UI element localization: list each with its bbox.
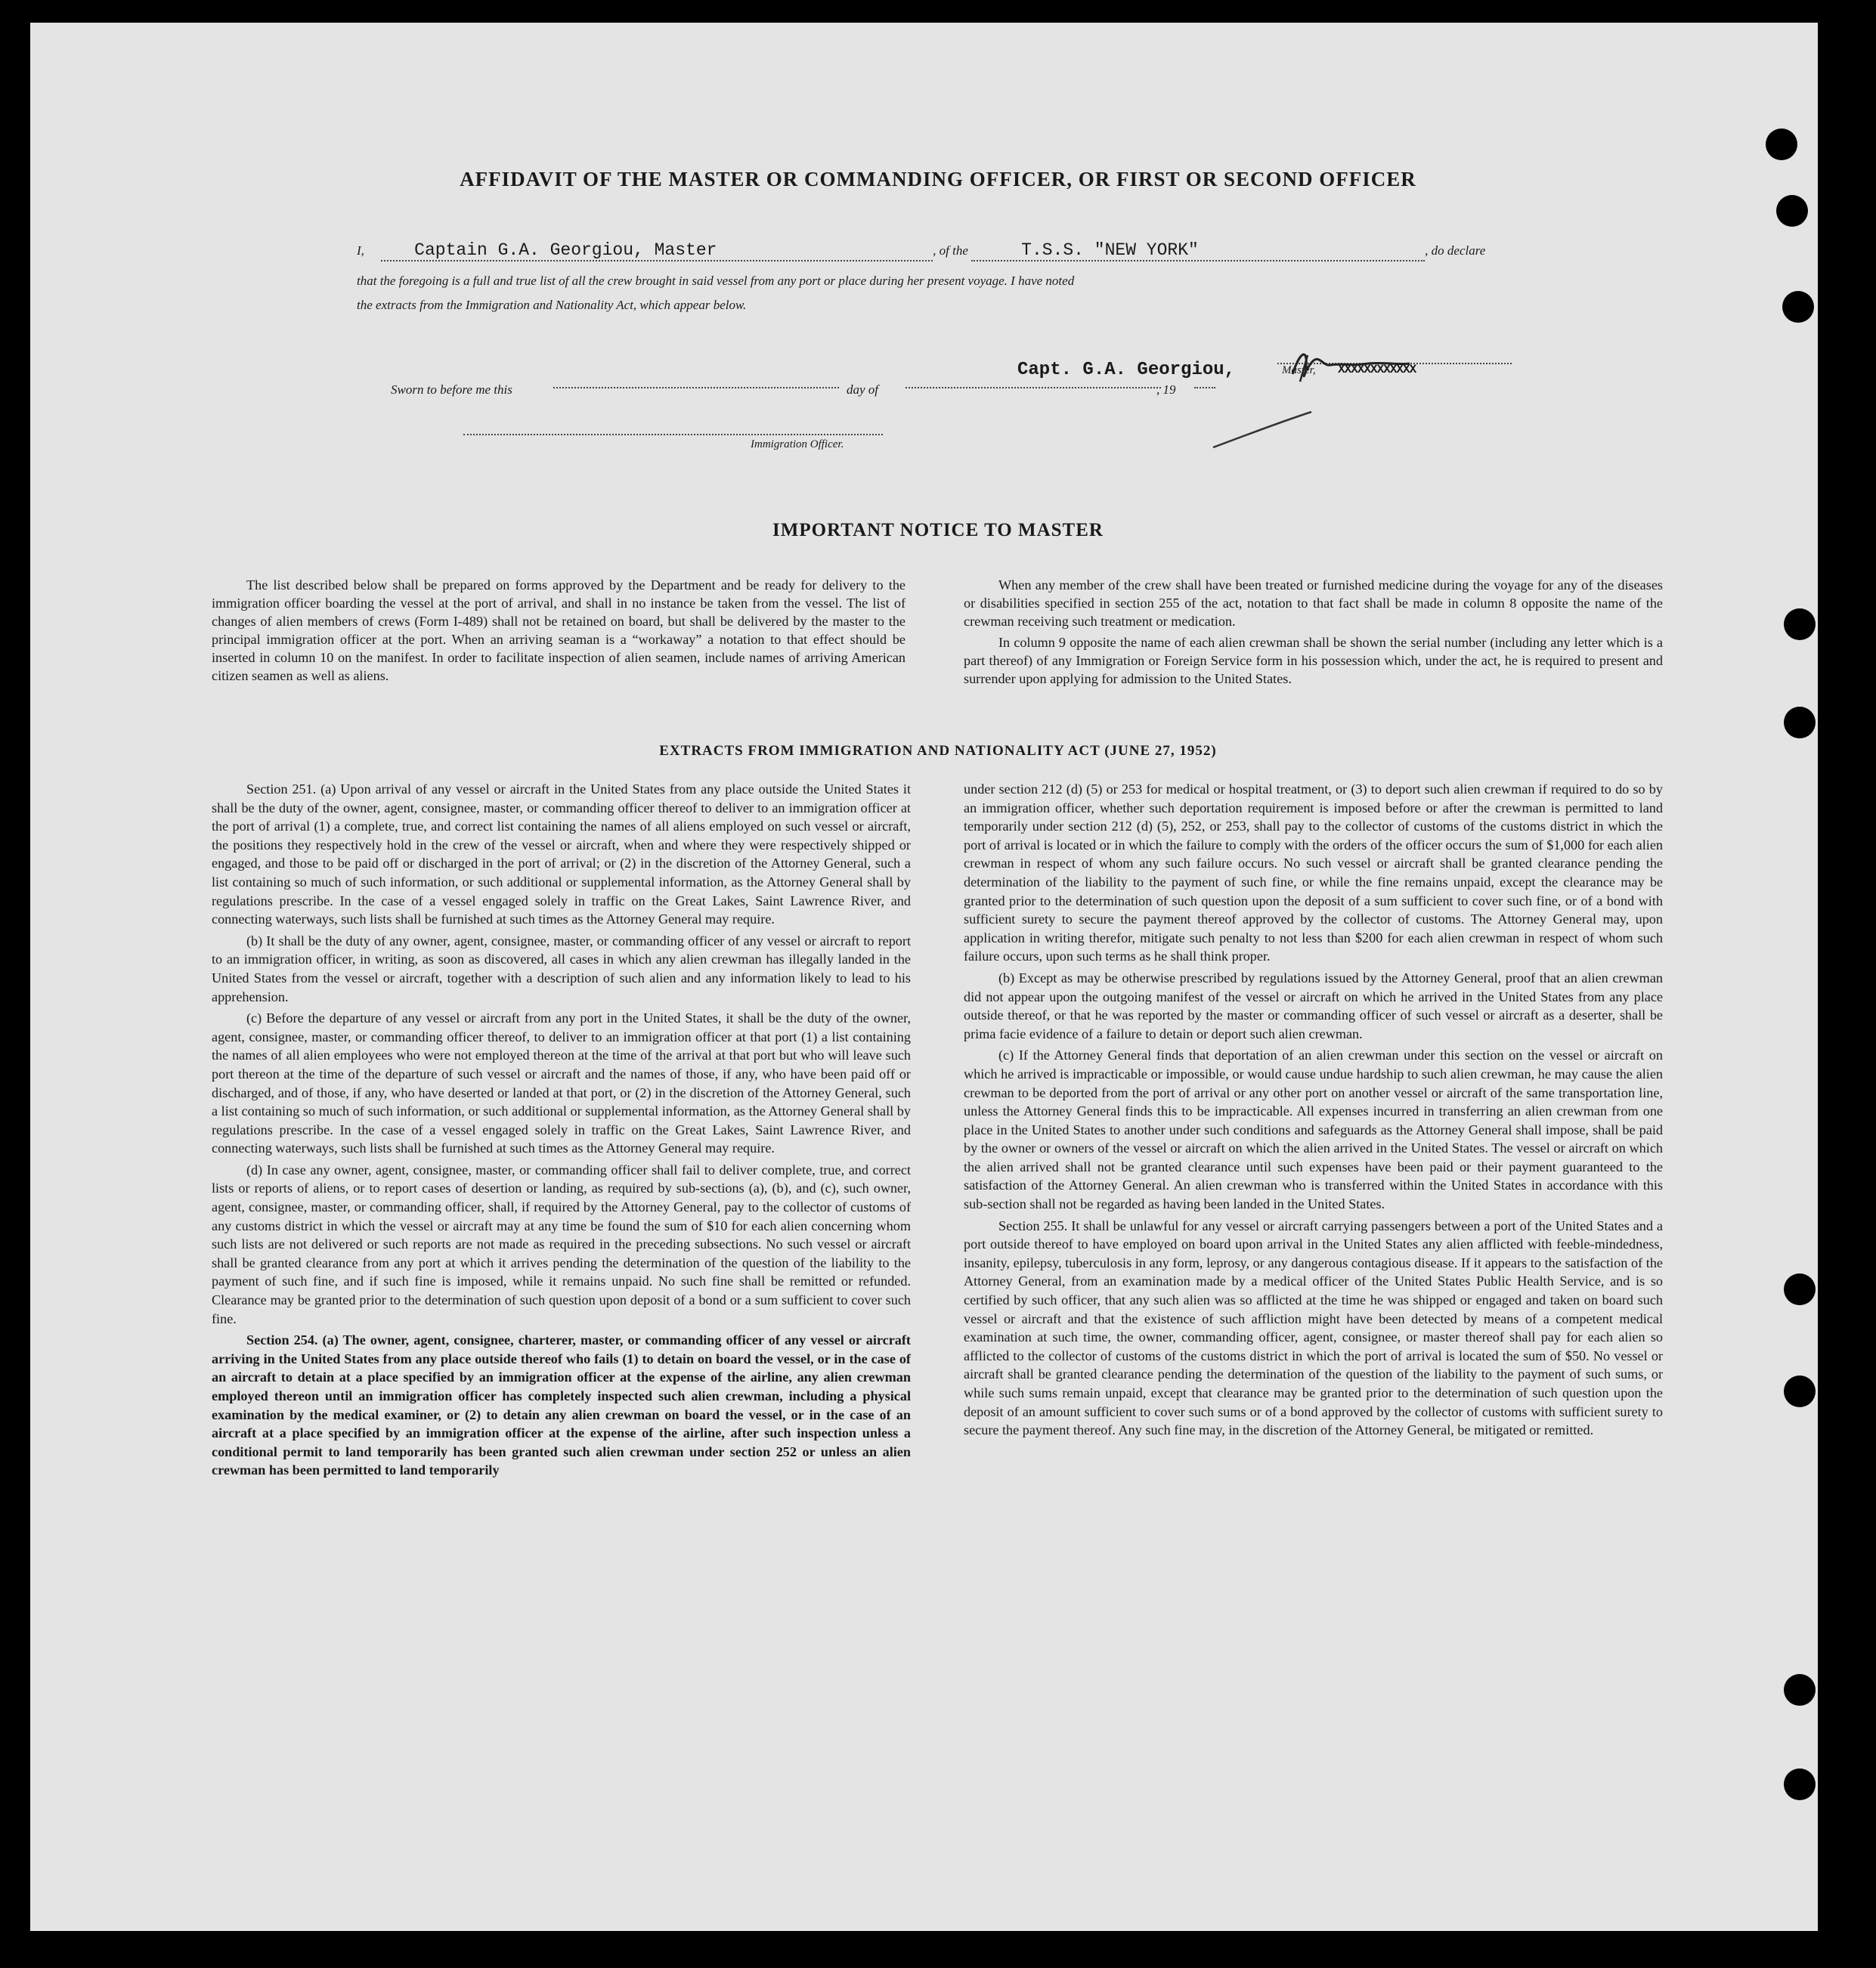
act-paragraph: under section 212 (d) (5) or 253 for medical or hospital treatment, or (3) to deport such alien crewman if required to do so by an immigration officer, whether such deportation requirement is imposed before or after the crewman is permitted to land temporarily under section 212 (d) (5), 252, or 253, shall pay to the collector of customs of the customs district in which the port of arrival is located or in which the failure to comply with the orders of the officer occurs the sum of $1,000 for each alien crewman in respect of whom any such failure occurs. No such vessel or aircraft shall be granted clearance pending the determination of the liability to the payment of such fine, or while the fine remains unpaid, except the clearance may be granted prior to the determination of such question upon the deposit of a sum sufficient to cover such fine, or of a bond with sufficient surety to secure the payment thereof approved by the collector of customs. The Attorney General may, upon application in writing therefor, mitigate such penalty to not less than $200 for each alien crewman in respect of whom such failure occurs, upon such terms as he shall think proper. <box>964 781 1663 964</box>
binder-hole <box>1784 1375 1816 1407</box>
act-paragraph: (b) It shall be the duty of any owner, agent, consignee, master, or commanding officer of any vessel or aircraft to report to an immigration officer, in writing, as soon as discovered, all cases in which any alien crewman has illegally landed in the United States from the vessel or aircraft, together with a description of such alien and any information likely to lead to his apprehension. <box>212 933 911 1004</box>
notice-paragraph: When any member of the crew shall have been treated or furnished medicine during the voyage for any of the diseases or disabilities specified in section 255 of the act, notation to that fact shall be made in column 8 opposite the name of the crewman receiving such treatment or medication. <box>964 577 1663 629</box>
master-title: Master, <box>1282 364 1316 376</box>
act-paragraph: Section 255. It shall be unlawful for any vessel or aircraft carrying passengers between a port of the United States and a port outside thereof to have employed on board upon arrival in the United States any alien afflicted with feeble-mindedness, insanity, epilepsy, tuberculosis in any form, leprosy, or any dangerous contagious disease. If it appears to the satisfaction of the Attorney General, from an examination made by a medical officer of the United States Public Health Service, and is so certified by such officer, that any such alien was so afflicted at the time he was shipped or engaged and taken on board such vessel or aircraft and that the existence of such affliction might have been detected by means of a competent medical examination at such time, the owner, commanding officer, agent, consignee, or master thereof shall pay for each alien so afflicted to the collector of customs of the customs district in which the port of arrival is located the sum of $50. No vessel or aircraft shall be granted clearance pending the determination of the question of the liability to the payment of such sums, or while such sums remain unpaid, except that clearance may be granted prior to the determination of such question upon the deposit of an amount sufficient to cover such sums or of a bond approved by the collector of customs with sufficient surety to secure the payment thereof. Any such fine may, in the discretion of the Attorney General, be mitigated or remitted. <box>964 1218 1663 1438</box>
binder-hole <box>1782 291 1814 323</box>
binder-hole <box>1776 195 1808 227</box>
year-label: , 19 <box>1156 382 1176 397</box>
immigration-officer-line <box>463 434 883 435</box>
binder-hole <box>1766 128 1797 160</box>
year-field <box>1194 387 1215 388</box>
binder-hole <box>1784 1768 1816 1800</box>
do-declare-label: , do declare <box>1425 243 1486 258</box>
extracts-heading: EXTRACTS FROM IMMIGRATION AND NATIONALITY ACT (JUNE 27, 1952) <box>659 743 1217 759</box>
notice-right-column <box>964 576 1663 691</box>
vessel-field <box>971 240 1425 261</box>
declaration-prefix: I, <box>357 243 364 258</box>
signature-mark <box>1277 344 1429 404</box>
binder-hole <box>1784 1273 1816 1305</box>
vessel-name: T.S.S. "NEW YORK" <box>1021 240 1199 260</box>
notice-heading: IMPORTANT NOTICE TO MASTER <box>772 520 1104 540</box>
sworn-label: Sworn to before me this <box>391 382 512 397</box>
master-name: Captain G.A. Georgiou, Master <box>414 240 717 260</box>
notice-paragraph: In column 9 opposite the name of each alien crewman shall be shown the serial number (including any letter which is a part thereof) of any Immigration or Foreign Service form in his possession which, under the act, he is required to present and surrender upon applying for admission to the United States. <box>964 635 1663 686</box>
extracts-left-column <box>212 780 911 1483</box>
notice-left-column <box>212 576 905 688</box>
of-the-label: , of the <box>933 243 968 258</box>
notice-paragraph: The list described below shall be prepared on forms approved by the Department and be ready for delivery to the immigration officer boarding the vessel at the port of arrival, and shall in no instance be taken from the vessel. The list of changes of alien members of crews (Form I-489) shall not be retained on board, but shall be delivered by the master to the principal immigration officer at the port. When an arriving seaman is a “workaway” a notation to that effect should be inserted in column 10 on the manifest. In order to facilitate inspection of alien seamen, include names of arriving American citizen seamen as well as aliens. <box>212 577 905 683</box>
immigration-officer-label: Immigration Officer. <box>751 438 844 450</box>
extracts-right-column <box>964 780 1663 1443</box>
act-paragraph: Section 251. (a) Upon arrival of any vessel or aircraft in the United States from any place outside the United States it shall be the duty of the owner, agent, consignee, master, or commanding officer thereof to deliver to an immigration officer at the port of arrival (1) a complete, true, and correct list containing the names of all aliens employed on such vessel or aircraft, the positions they respectively hold in the crew of the vessel or aircraft, when and where they were respectively shipped or engaged, and those to be paid off or discharged in the port of arrival; or (2) in the discretion of the Attorney General, such a list containing so much of such information, or such additional or supplemental information, as the Attorney General shall by regulations prescribe. In the case of a vessel engaged solely in traffic on the Great Lakes, Saint Lawrence River, and connecting waterways, such lists shall be furnished at such times as the Attorney General may require. <box>212 781 911 927</box>
act-paragraph: (d) In case any owner, agent, consignee, master, or commanding officer shall fail to deliver complete, true, and correct lists or reports of aliens, or to report cases of desertion or landing, as required by sub-sections (a), (b), and (c), such owner, agent, consignee, master, or commanding officer, shall, if required by the Attorney General, pay to the collector of customs of any customs district in which the vessel or aircraft may at any time be found the sum of $10 for each alien concerning whom such lists are not delivered or such reports are not made as required in the preceding subsections. No such vessel or aircraft shall be granted clearance from any port at which it arrives pending the determination of the question of the liability to the payment of such fine, and if such fine is imposed, while it remains unpaid. No such fine shall be remitted or refunded. Clearance may be granted prior to the determination of such question upon deposit of a bond or a sum sufficient to cover such fine. <box>212 1162 911 1326</box>
sworn-date-field <box>553 387 839 388</box>
binder-hole <box>1784 1674 1816 1706</box>
binder-hole <box>1784 608 1816 640</box>
master-name-field <box>381 240 933 261</box>
declaration-line-2: that the foregoing is a full and true list of all the crew brought in said vessel from any port or place during her present voyage. I have noted <box>357 274 1075 288</box>
signature-stroke <box>1209 408 1315 453</box>
crossed-out-title: XXXXXXXXXXXX <box>1338 363 1416 376</box>
signer-name: Capt. G.A. Georgiou, <box>1017 360 1236 380</box>
affidavit-heading: AFFIDAVIT OF THE MASTER OR COMMANDING OFFICER, OR FIRST OR SECOND OFFICER <box>460 168 1416 190</box>
act-paragraph: (c) If the Attorney General finds that deportation of an alien crewman under this section on the vessel or aircraft on which he arrived is impracticable or impossible, or would cause undue hardship to such alien crewman, he may cause the alien crewman to be deported from the port of arrival or any other port on another vessel or aircraft of the same transportation line, unless the Attorney General finds this to be impracticable. All expenses incurred in transferring an alien crewman from one place in the United States to another under such conditions and safeguards as the Attorney General shall impose, shall be paid by the owner or owners of the vessel or aircraft on which the alien arrived in the United States. The vessel or aircraft on which the alien arrived shall not be granted clearance until such expenses have been paid or their payment guaranteed to the satisfaction of the Attorney General. An alien crewman who is transferred within the United States in accordance with this sub-section shall not be regarded as having been landed in the United States. <box>964 1047 1663 1212</box>
day-of-label: day of <box>847 382 879 397</box>
declaration-line <box>357 240 1525 261</box>
declaration-line-3: the extracts from the Immigration and Nationality Act, which appear below. <box>357 298 747 312</box>
act-paragraph: Section 254. (a) The owner, agent, consignee, charterer, master, or commanding officer of any vessel or aircraft arriving in the United States from any place outside thereof who fails (1) to detain on board the vessel, or in the case of an aircraft to detain at a place specified by an immigration officer at the expense of the airline, any alien crewman employed thereon until an immigration officer has completely inspected such alien crewman, including a physical examination by the medical examiner, or (2) to detain any alien crewman on board the vessel, or in the case of an aircraft at a place specified by an immigration officer at the expense of the airline, after such inspection unless a conditional permit to land temporarily has been granted such alien crewman under section 252 or unless an alien crewman has been permitted to land temporarily <box>212 1332 911 1478</box>
binder-hole <box>1784 707 1816 738</box>
month-field <box>905 387 1161 388</box>
act-paragraph: (c) Before the departure of any vessel or aircraft from any port in the United States, it shall be the duty of the owner, agent, consignee, master, or commanding officer thereof, to deliver to an immigration officer at that port (1) a list containing the names of all alien employees who were not employed thereon at the time of the arrival at that port but who will leave such port thereon at the time of the departure of such vessel or aircraft and the names of those, if any, who have been paid off or discharged, and of those, if any, who have deserted or landed at that port, or (2) in the discretion of the Attorney General, such a list containing so much of such information, or such additional or supplemental information, as the Attorney General shall by regulations prescribe. In the case of a vessel engaged solely in traffic on the Great Lakes, Saint Lawrence River, and connecting waterways, such lists shall be furnished at such times as the Attorney General may require. <box>212 1010 911 1156</box>
act-paragraph: (b) Except as may be otherwise prescribed by regulations issued by the Attorney General, proof that an alien crewman did not appear upon the outgoing manifest of the vessel or aircraft on which he arrived in the United States from any place outside thereof, or that he was reported by the master or commanding officer of such vessel or aircraft as a deserter, shall be prima facie evidence of a failure to detain or deport such alien crewman. <box>964 970 1663 1041</box>
